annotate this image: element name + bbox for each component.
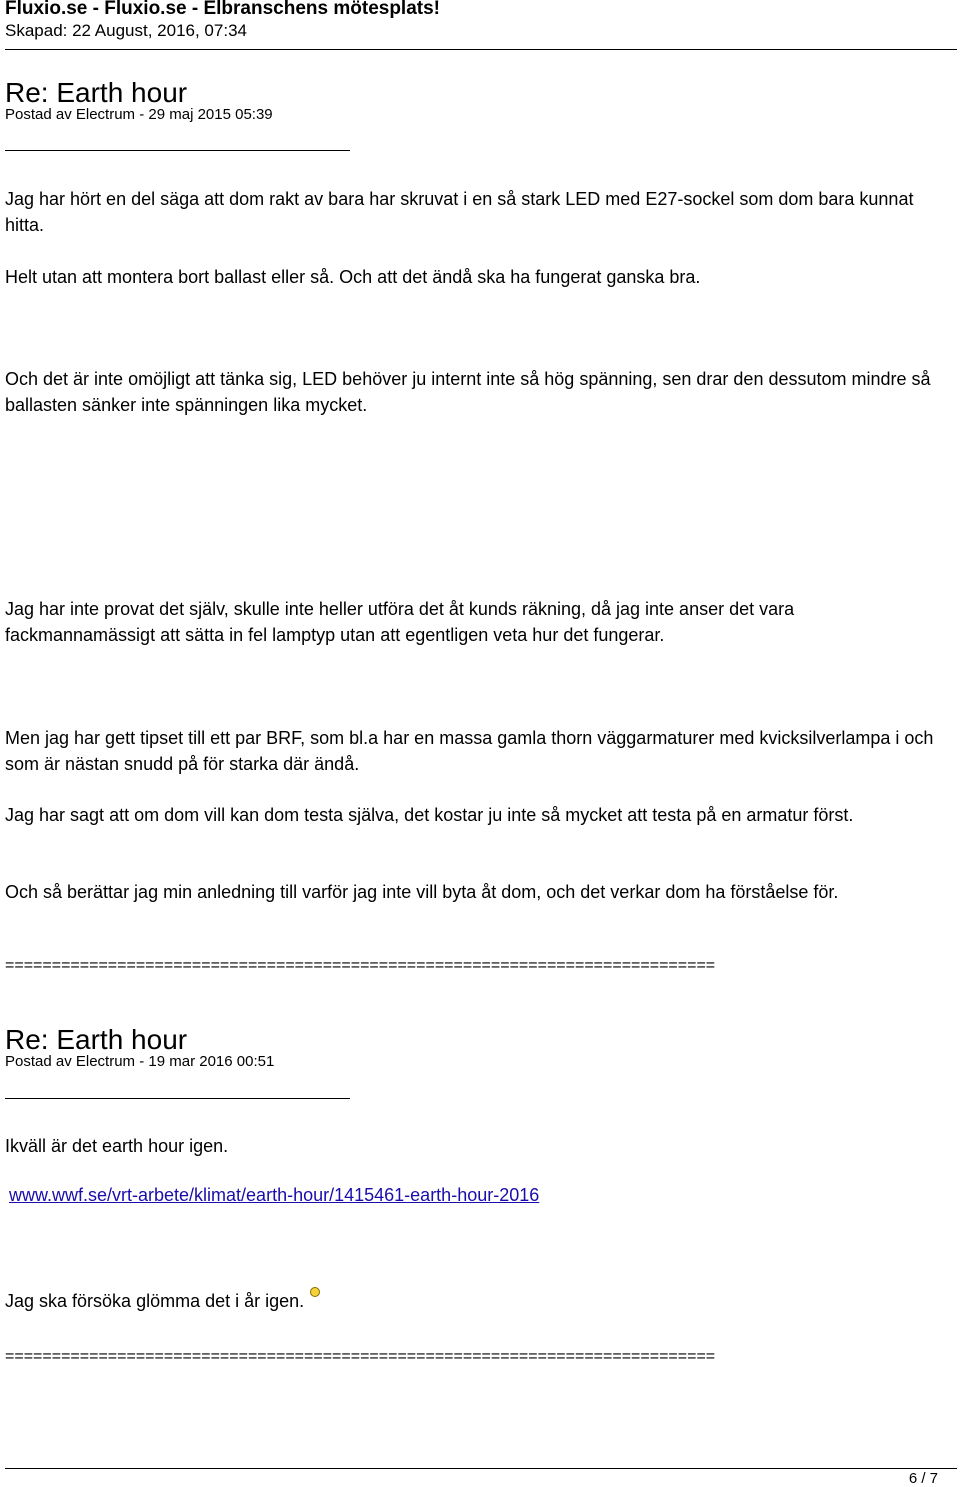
header-rule (5, 49, 957, 50)
page-number: 6 / 7 (908, 1470, 938, 1487)
post-separator: ============================================================================ (5, 957, 716, 974)
post-paragraph: Jag har sagt att om dom vill kan dom testa själva, det kostar ju inte så mycket att testa på en armatur först. (5, 805, 854, 825)
post-paragraph: Jag har inte provat det själv, skulle inte heller utföra det åt kunds räkning, då jag inte anser det vara fackmannamässigt att sätta in fel lamptyp utan att egentligen veta hur det fungerar. (5, 599, 795, 645)
earth-hour-link[interactable]: www.wwf.se/vrt-arbete/klimat/earth-hour/1415461-earth-hour-2016 (9, 1185, 540, 1205)
post-title: Re: Earth hour (5, 77, 188, 108)
post-separator: ============================================================================ (5, 1348, 716, 1365)
post-title: Re: Earth hour (5, 1024, 188, 1055)
post-paragraph: Jag har hört en del säga att dom rakt av bara har skruvat i en så stark LED med E27-sockel som dom bara kunnat hitta. (5, 189, 914, 235)
post-paragraph: Helt utan att montera bort ballast eller så. Och att det ändå ska ha fungerat ganska bra. (5, 267, 701, 287)
post-paragraph: Och det är inte omöjligt att tänka sig, LED behöver ju internt inte så hög spänning, sen drar den dessutom mindre så ballasten sänker inte spänningen lika mycket. (5, 369, 931, 415)
created-date: Skapad: 22 August, 2016, 07:34 (5, 21, 247, 40)
post-paragraph: Jag ska försöka glömma det i år igen. (5, 1291, 305, 1311)
post-paragraph: Och så berättar jag min anledning till varför jag inte vill byta åt dom, och det verkar dom ha förståelse för. (5, 882, 839, 902)
post-paragraph-with-smiley (5, 1288, 945, 1314)
site-title: Fluxio.se - Fluxio.se - Elbranschens mötesplats! (5, 0, 440, 19)
post-meta: Postad av Electrum - 29 maj 2015 05:39 (5, 106, 273, 123)
post-divider (5, 1098, 350, 1099)
post-meta: Postad av Electrum - 19 mar 2016 00:51 (5, 1053, 275, 1070)
post-divider (5, 150, 350, 151)
post-paragraph: Ikväll är det earth hour igen. (5, 1136, 229, 1156)
post-paragraph: Men jag har gett tipset till ett par BRF, som bl.a har en massa gamla thorn väggarmaturer med kvicksilverlampa i och som är nästan snudd på för starka där ändå. (5, 728, 934, 774)
smiley-icon (310, 1287, 320, 1297)
footer-rule (5, 1468, 957, 1469)
